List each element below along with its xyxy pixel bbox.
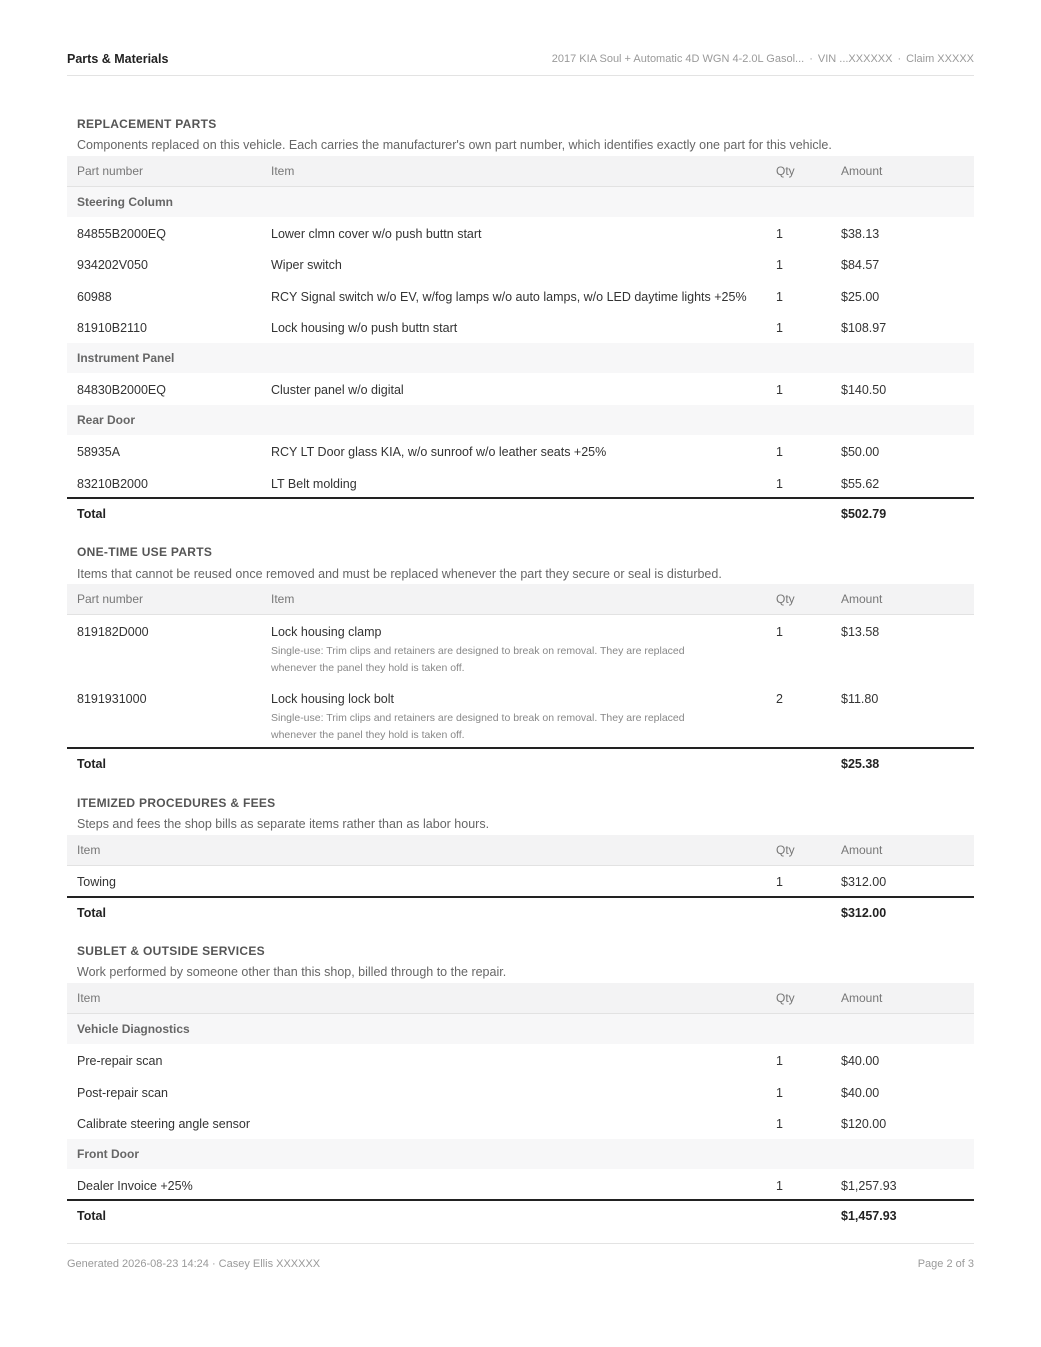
qty: 1	[776, 321, 783, 335]
amount: $120.00	[841, 1117, 887, 1131]
part-number: 83210B2000	[77, 477, 148, 491]
col-part-number: Part number	[77, 592, 144, 606]
group-name: Front Door	[77, 1147, 139, 1161]
table-row	[67, 1045, 974, 1076]
total-row	[67, 747, 974, 780]
part-number: 58935A	[77, 445, 121, 459]
qty: 2	[776, 692, 783, 706]
page-title: Parts & Materials	[67, 52, 169, 66]
part-number: 81910B2110	[77, 321, 147, 335]
table-row	[67, 281, 974, 312]
item-name: Lower clmn cover w/o push buttn start	[271, 227, 482, 241]
item-name: Lock housing w/o push buttn start	[271, 321, 458, 335]
col-amount: Amount	[841, 843, 883, 857]
part-number: 84855B2000EQ	[77, 227, 166, 241]
amount: $84.57	[841, 258, 880, 272]
amount: $25.00	[841, 290, 880, 304]
total-row	[67, 497, 974, 530]
table-header	[67, 156, 974, 187]
table-row	[67, 866, 974, 897]
item-name: RCY Signal switch w/o EV, w/fog lamps w/o auto lamps, w/o LED daytime lights +25%	[271, 290, 747, 304]
total-label: Total	[77, 906, 106, 920]
amount: $50.00	[841, 445, 880, 459]
table-header	[67, 835, 974, 866]
amount: $40.00	[841, 1054, 880, 1068]
amount: $38.13	[841, 227, 880, 241]
table-row	[67, 616, 974, 683]
vin-label: VIN ...XXXXXX	[817, 53, 893, 65]
section-title: SUBLET & OUTSIDE SERVICES	[77, 944, 265, 958]
col-qty: Qty	[776, 592, 795, 606]
group-name: Instrument Panel	[77, 351, 175, 365]
table-row	[67, 468, 974, 499]
group-header	[67, 1014, 974, 1044]
qty: 1	[776, 383, 783, 397]
section-title: ONE-TIME USE PARTS	[77, 545, 213, 559]
section-description: Components replaced on this vehicle. Each carries the manufacturer's own part number, which identifies exactly one part for this vehicle.	[77, 138, 832, 152]
qty: 1	[776, 227, 783, 241]
total-label: Total	[77, 1209, 106, 1223]
section-title: REPLACEMENT PARTS	[77, 117, 217, 131]
total-amount: $25.38	[841, 757, 880, 771]
table-row	[67, 249, 974, 280]
item-name: Dealer Invoice +25%	[77, 1179, 193, 1193]
part-number: 819182D000	[77, 625, 149, 639]
item-name: LT Belt molding	[271, 477, 357, 491]
qty: 1	[776, 258, 783, 272]
group-name: Steering Column	[77, 195, 174, 209]
item-name: Cluster panel w/o digital	[271, 383, 404, 397]
col-amount: Amount	[841, 991, 883, 1005]
amount: $108.97	[841, 321, 887, 335]
total-label: Total	[77, 507, 106, 521]
group-name: Rear Door	[77, 413, 136, 427]
group-name: Vehicle Diagnostics	[77, 1022, 190, 1036]
qty: 1	[776, 1054, 783, 1068]
total-amount: $502.79	[841, 507, 887, 521]
qty: 1	[776, 1086, 783, 1100]
page-footer	[67, 1243, 974, 1274]
table-row	[67, 1108, 974, 1139]
amount: $312.00	[841, 875, 887, 889]
item-note: Single-use: Trim clips and retainers are designed to break on removal. They are replaced whenever the panel they hold is taken off.	[271, 645, 685, 674]
group-header	[67, 343, 974, 373]
part-number: 934202V050	[77, 258, 148, 272]
item-note: Single-use: Trim clips and retainers are designed to break on removal. They are replaced whenever the panel they hold is taken off.	[271, 712, 685, 741]
total-label: Total	[77, 757, 106, 771]
claim-label: Claim XXXXX	[906, 53, 974, 65]
section-description: Steps and fees the shop bills as separate items rather than as labor hours.	[77, 817, 490, 831]
group-header	[67, 187, 974, 217]
table-row	[67, 1077, 974, 1108]
table-row	[67, 312, 974, 343]
col-amount: Amount	[841, 164, 883, 178]
item-name: Post-repair scan	[77, 1086, 169, 1100]
amount: $11.80	[841, 692, 879, 706]
section-description: Work performed by someone other than this shop, billed through to the repair.	[77, 965, 507, 979]
qty: 1	[776, 445, 783, 459]
item-name: Calibrate steering angle sensor	[77, 1117, 251, 1131]
col-item: Item	[271, 592, 295, 606]
item-name: Lock housing lock bolt	[271, 692, 394, 706]
table-header	[67, 983, 974, 1014]
part-number: 8191931000	[77, 692, 147, 706]
item-name: Towing	[77, 875, 116, 889]
total-row	[67, 1199, 974, 1232]
table-header	[67, 584, 974, 615]
page-header	[67, 48, 974, 76]
total-row	[67, 896, 974, 929]
table-row	[67, 218, 974, 249]
qty: 1	[776, 1179, 783, 1193]
section-description: Items that cannot be reused once removed and must be replaced whenever the part they secure or seal is disturbed.	[77, 567, 722, 581]
col-part-number: Part number	[77, 164, 144, 178]
total-amount: $312.00	[841, 906, 887, 920]
item-name: Wiper switch	[271, 258, 342, 272]
qty: 1	[776, 290, 783, 304]
part-number: 84830B2000EQ	[77, 383, 166, 397]
col-item: Item	[271, 164, 295, 178]
item-name: Pre-repair scan	[77, 1054, 163, 1068]
generated-info: Generated 2026-08-23 14:24 · Casey Ellis XXXXXX	[67, 1258, 321, 1270]
vehicle-description: 2017 KIA Soul + Automatic 4D WGN 4-2.0L Gasol...	[551, 53, 805, 65]
col-item: Item	[77, 991, 101, 1005]
page-number: Page 2 of 3	[917, 1258, 974, 1270]
qty: 1	[776, 477, 783, 491]
amount: $40.00	[841, 1086, 880, 1100]
col-item: Item	[77, 843, 101, 857]
col-qty: Qty	[776, 991, 795, 1005]
qty: 1	[776, 1117, 783, 1131]
table-row	[67, 436, 974, 467]
table-row	[67, 374, 974, 405]
section-title: ITEMIZED PROCEDURES & FEES	[77, 796, 276, 810]
item-name: RCY LT Door glass KIA, w/o sunroof w/o leather seats +25%	[271, 445, 607, 459]
amount: $1,257.93	[841, 1179, 897, 1193]
vehicle-meta	[552, 53, 974, 65]
separator: ·	[809, 53, 813, 65]
item-name: Lock housing clamp	[271, 625, 382, 639]
table-row	[67, 1170, 974, 1201]
group-header	[67, 405, 974, 435]
table-row	[67, 683, 974, 747]
col-qty: Qty	[776, 164, 795, 178]
qty: 1	[776, 625, 783, 639]
col-amount: Amount	[841, 592, 883, 606]
part-number: 60988	[77, 290, 112, 304]
amount: $55.62	[841, 477, 880, 491]
amount: $140.50	[841, 383, 887, 397]
amount: $13.58	[841, 625, 880, 639]
separator: ·	[897, 53, 902, 65]
group-header	[67, 1139, 974, 1169]
qty: 1	[776, 875, 783, 889]
total-amount: $1,457.93	[841, 1209, 897, 1223]
col-qty: Qty	[776, 843, 795, 857]
